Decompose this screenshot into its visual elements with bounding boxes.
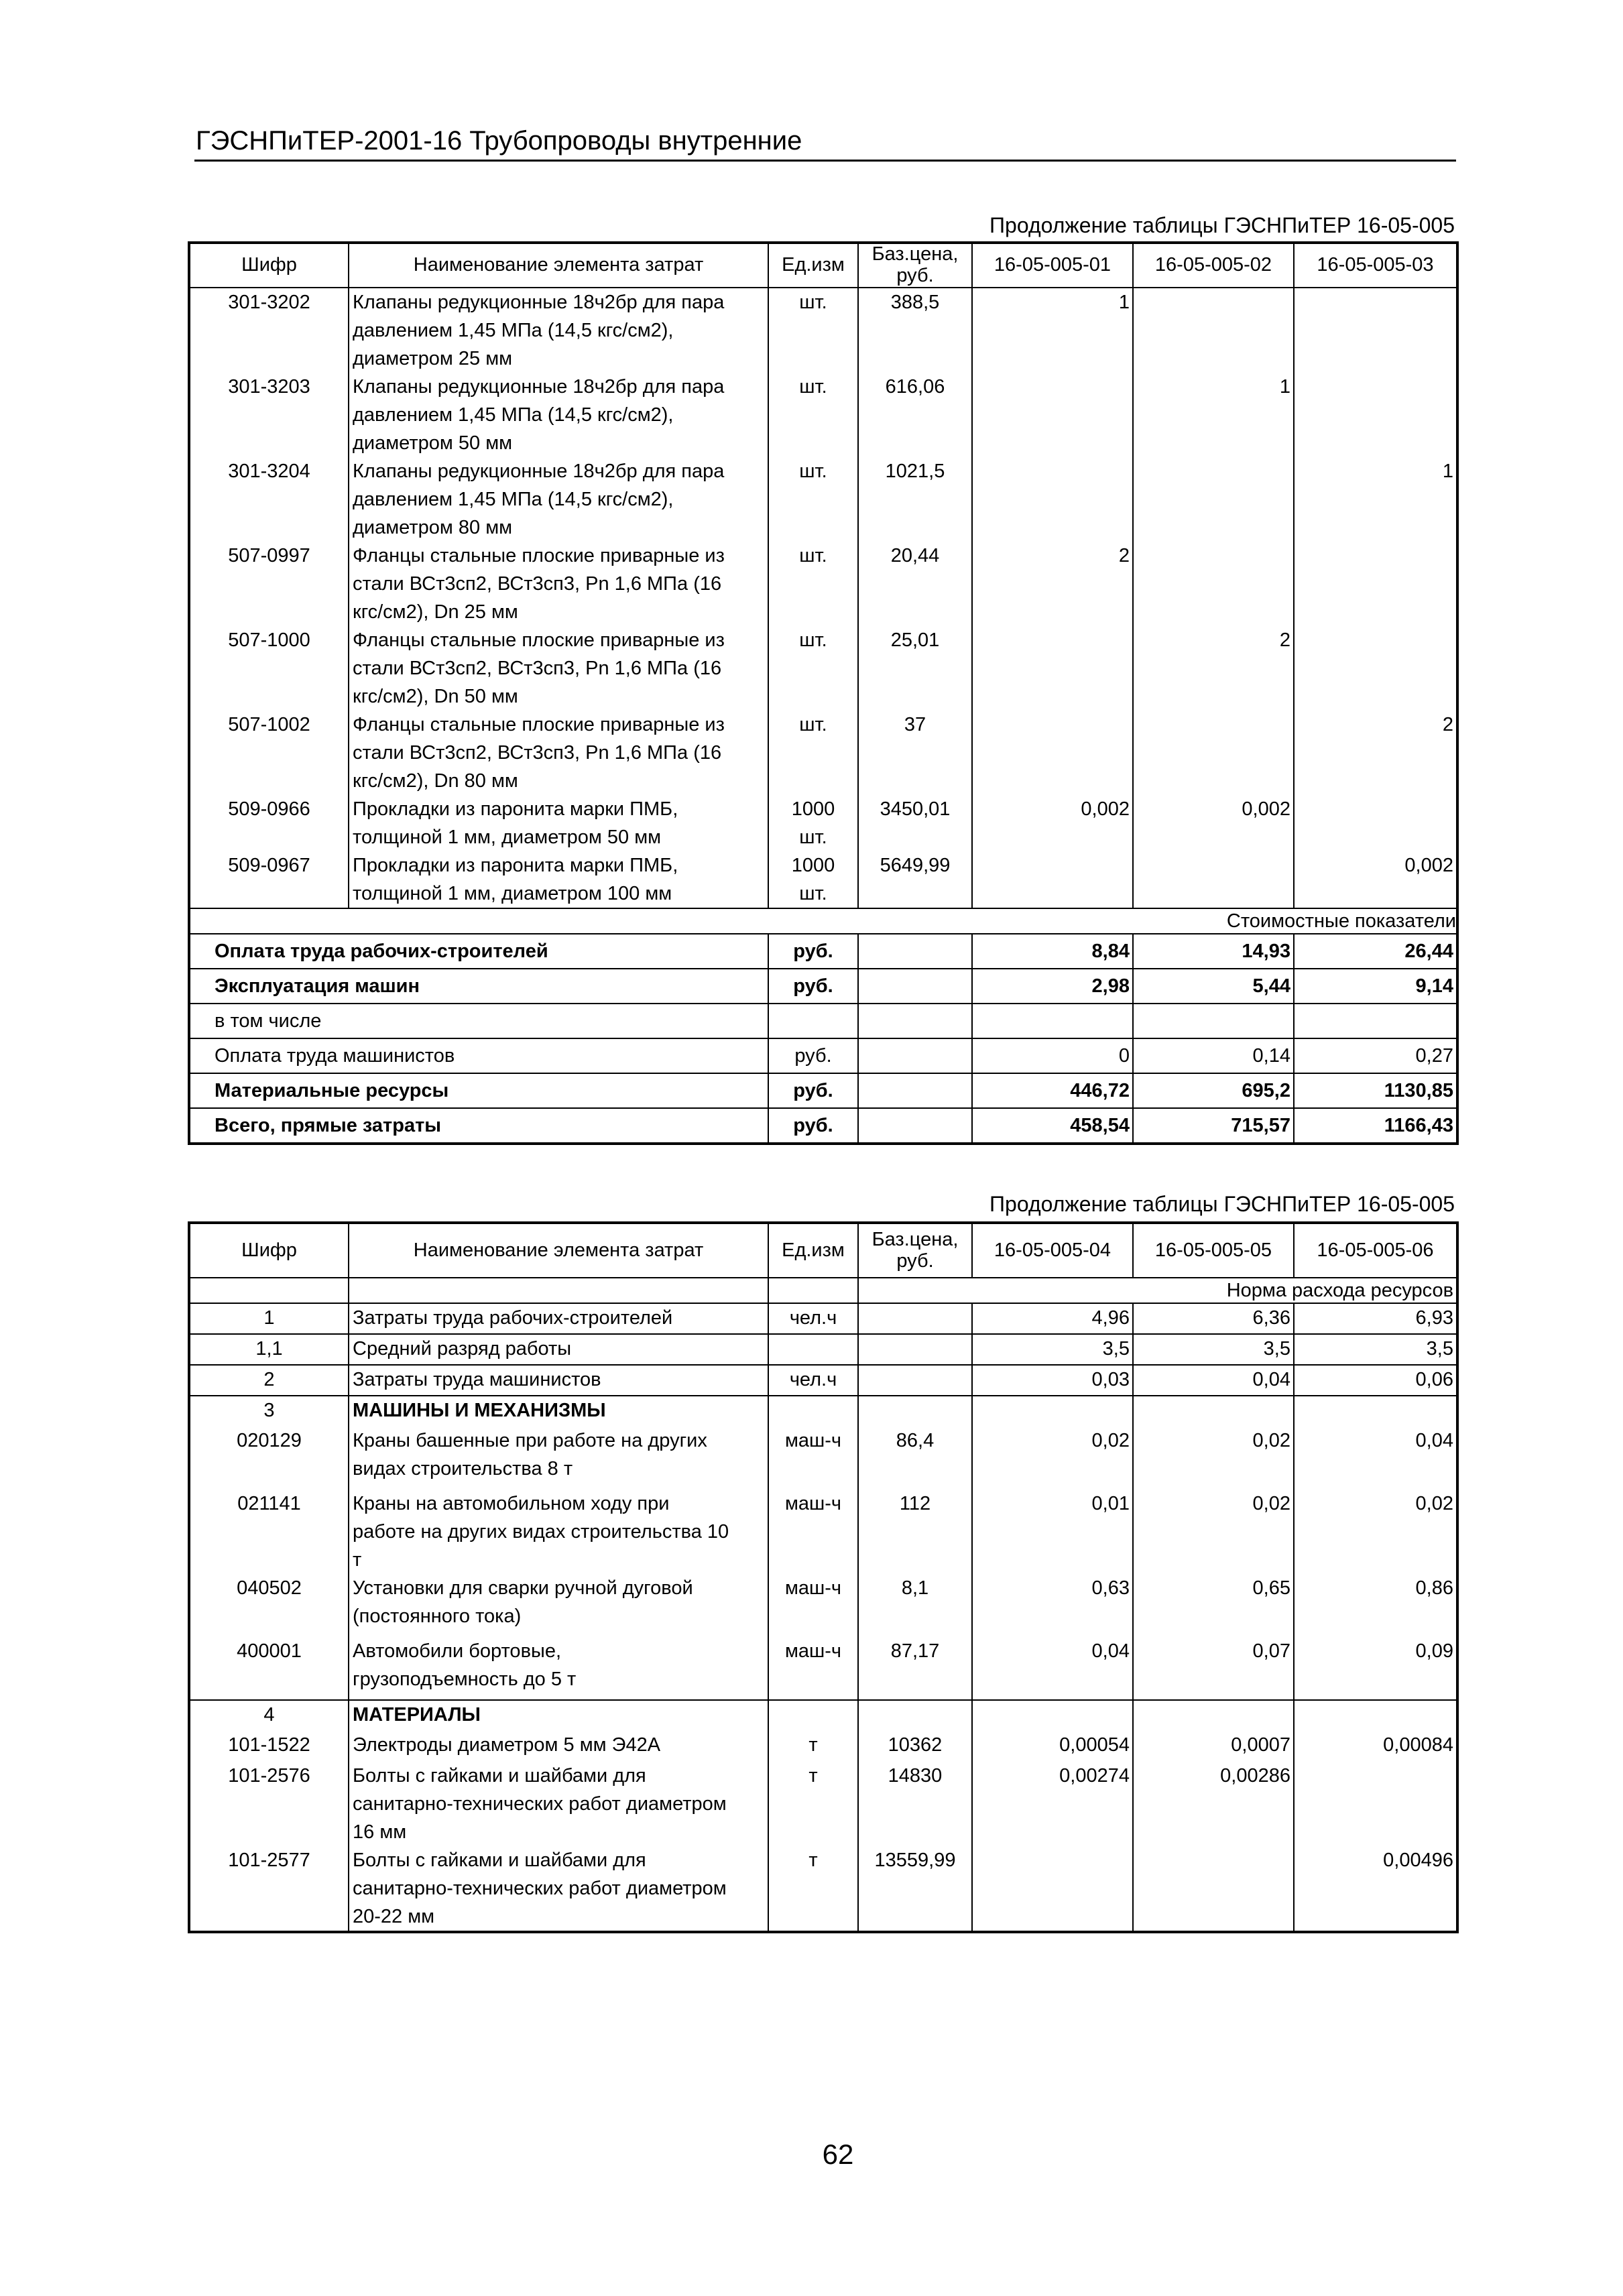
row-price: 5649,99 (858, 851, 972, 908)
row-code: 400001 (189, 1637, 349, 1700)
row-code: 507-0997 (189, 542, 349, 626)
cost-price (858, 969, 972, 1004)
row-value-4: 0,00274 (972, 1762, 1133, 1846)
table-row (189, 542, 1457, 626)
column-header-norm-05: 16-05-005-05 (1133, 1223, 1294, 1278)
text-line: кгс/см2), Dn 25 мм (353, 601, 518, 623)
row-value-5 (1133, 1700, 1294, 1731)
row-price: 13559,99 (858, 1846, 972, 1932)
column-header-unit: Ед.изм (768, 243, 858, 288)
cost-value-2 (1133, 1004, 1294, 1038)
row-value-5: 0,00286 (1133, 1762, 1294, 1846)
column-header-norm-04: 16-05-005-04 (972, 1223, 1133, 1278)
text-line: шт. (799, 713, 827, 735)
text-line: кгс/см2), Dn 80 мм (353, 770, 518, 792)
row-name (349, 1762, 768, 1846)
row-value-5: 0,07 (1133, 1637, 1294, 1700)
cost-price (858, 1073, 972, 1108)
row-value-5: 0,04 (1133, 1365, 1294, 1396)
text-line: Автомобили бортовые, (353, 1640, 561, 1662)
column-header-norm-01: 16-05-005-01 (972, 243, 1133, 288)
row-unit: маш-ч (768, 1427, 858, 1490)
row-price (858, 1303, 972, 1334)
column-header-code: Шифр (189, 1223, 349, 1278)
text-line: Установки для сварки ручной дуговой (353, 1577, 693, 1599)
row-value-5: 3,5 (1133, 1334, 1294, 1365)
row-value-2 (1133, 711, 1294, 795)
row-price: 1021,5 (858, 457, 972, 542)
row-value-1 (972, 626, 1133, 711)
row-code: 040502 (189, 1574, 349, 1637)
row-code: 301-3203 (189, 373, 349, 457)
table-row (189, 1365, 1457, 1396)
row-value-5: 0,0007 (1133, 1731, 1294, 1762)
text-line: давлением 1,45 МПа (14,5 кгс/см2), (353, 319, 674, 341)
row-unit: маш-ч (768, 1574, 858, 1637)
norm-header-spacer (768, 1278, 858, 1303)
resource-table-1 (188, 241, 1459, 1145)
row-unit (768, 1700, 858, 1731)
text-line: Болты с гайками и шайбами для (353, 1850, 646, 1871)
cost-value-3 (1294, 1004, 1457, 1038)
text-line: санитарно-технических работ диаметром (353, 1878, 727, 1899)
table-row (189, 1303, 1457, 1334)
row-value-1 (972, 457, 1133, 542)
cost-value-1: 8,84 (972, 934, 1133, 969)
row-value-2: 2 (1133, 626, 1294, 711)
table-row (189, 373, 1457, 457)
text-line: шт. (799, 826, 827, 848)
row-name (349, 373, 768, 457)
table1-continuation-label: Продолжение таблицы ГЭСНПиТЕР 16-05-005 (989, 213, 1455, 237)
text-line: Затраты труда рабочих-строителей (353, 1307, 673, 1329)
row-value-3 (1294, 626, 1457, 711)
text-line: кгс/см2), Dn 50 мм (353, 685, 518, 707)
row-price: 25,01 (858, 626, 972, 711)
cost-unit: руб. (768, 969, 858, 1004)
text-line: давлением 1,45 МПа (14,5 кгс/см2), (353, 404, 674, 426)
cost-price (858, 1038, 972, 1073)
text-line: т (353, 1549, 362, 1571)
text-line: Прокладки из паронита марки ПМБ, (353, 798, 678, 820)
table-row (189, 851, 1457, 908)
row-value-1: 1 (972, 288, 1133, 373)
column-header-price: Баз.цена, руб. (858, 243, 972, 288)
row-value-6 (1294, 1396, 1457, 1427)
text-line: 16 мм (353, 1821, 407, 1843)
cost-unit: руб. (768, 934, 858, 969)
row-value-4: 0,04 (972, 1637, 1133, 1700)
text-line: видах строительства 8 т (353, 1458, 573, 1479)
cost-label: Всего, прямые затраты (189, 1108, 768, 1144)
running-header: ГЭСНПиТЕР-2001-16 Трубопроводы внутренние (196, 126, 802, 156)
row-code: 020129 (189, 1427, 349, 1490)
header-rule (194, 160, 1456, 162)
row-price: 112 (858, 1490, 972, 1574)
row-value-4: 0,03 (972, 1365, 1133, 1396)
row-code: 101-2577 (189, 1846, 349, 1932)
row-name (349, 851, 768, 908)
row-code: 3 (189, 1396, 349, 1427)
row-unit (768, 373, 858, 457)
row-value-3 (1294, 288, 1457, 373)
row-name (349, 626, 768, 711)
resource-table-2 (188, 1221, 1459, 1933)
text-line: грузоподъемность до 5 т (353, 1669, 577, 1690)
row-value-6: 0,86 (1415, 1577, 1453, 1599)
cost-label: в том числе (189, 1004, 768, 1038)
column-header-unit: Ед.изм (768, 1223, 858, 1278)
text-line: Клапаны редукционные 18ч2бр для пара (353, 291, 725, 313)
cost-price (858, 1108, 972, 1144)
cost-indicators-header: Стоимостные показатели (189, 908, 1457, 934)
cost-unit: руб. (768, 1108, 858, 1144)
table-row (189, 626, 1457, 711)
norm-header-spacer (189, 1278, 349, 1303)
row-value-6: 0,00084 (1383, 1734, 1453, 1756)
text-line: шт. (799, 629, 827, 651)
row-price: 20,44 (858, 542, 972, 626)
text-line: диаметром 80 мм (353, 516, 513, 538)
row-value-5: 0,02 (1133, 1490, 1294, 1574)
row-name (349, 1396, 768, 1427)
row-unit: маш-ч (768, 1490, 858, 1574)
cost-value-1: 446,72 (972, 1073, 1133, 1108)
row-value-2: 0,002 (1133, 795, 1294, 851)
text-line: Фланцы стальные плоские приварные из (353, 629, 725, 651)
norm-header-spacer (349, 1278, 768, 1303)
text-line: Клапаны редукционные 18ч2бр для пара (353, 460, 725, 482)
cost-value-3: 1166,43 (1294, 1108, 1457, 1144)
norm-header: Норма расхода ресурсов (972, 1278, 1457, 1303)
text-line: МАШИНЫ И МЕХАНИЗМЫ (353, 1400, 606, 1421)
row-code: 509-0966 (189, 795, 349, 851)
text-line: диаметром 50 мм (353, 432, 513, 454)
row-name (349, 711, 768, 795)
text-line: толщиной 1 мм, диаметром 100 мм (353, 882, 672, 904)
cost-value-1: 458,54 (972, 1108, 1133, 1144)
table-row (189, 457, 1457, 542)
row-name (349, 1574, 768, 1637)
row-value-1: 0,002 (972, 795, 1133, 851)
cost-unit (768, 1004, 858, 1038)
table-row (189, 1846, 1457, 1932)
row-value-2 (1133, 542, 1294, 626)
text-line: Затраты труда машинистов (353, 1369, 601, 1390)
row-price: 8,1 (858, 1574, 972, 1637)
row-name (349, 1303, 768, 1334)
column-header-norm-02: 16-05-005-02 (1133, 243, 1294, 288)
row-code: 507-1002 (189, 711, 349, 795)
text-line: Клапаны редукционные 18ч2бр для пара (353, 375, 725, 398)
table-row (189, 1574, 1457, 1637)
cost-value-1: 0 (972, 1038, 1133, 1073)
row-name (349, 1365, 768, 1396)
text-line: Краны на автомобильном ходу при (353, 1493, 670, 1514)
text-line: (постоянного тока) (353, 1606, 522, 1627)
row-price: 616,06 (858, 373, 972, 457)
text-line: Болты с гайками и шайбами для (353, 1765, 646, 1787)
cost-value-3: 9,14 (1294, 969, 1457, 1004)
cost-row (189, 969, 1457, 1004)
cost-value-2: 14,93 (1133, 934, 1294, 969)
cost-row (189, 934, 1457, 969)
text-line: 20-22 мм (353, 1906, 435, 1927)
row-code: 4 (189, 1700, 349, 1731)
text-line: санитарно-технических работ диаметром (353, 1793, 727, 1815)
table1-header-row (189, 243, 1457, 288)
row-value-6: 3,5 (1294, 1334, 1457, 1365)
text-line: Краны башенные при работе на других (353, 1430, 707, 1451)
text-line: шт. (799, 460, 827, 482)
text-line: Электроды диаметром 5 мм Э42А (353, 1734, 661, 1756)
row-unit (768, 711, 858, 795)
row-price: 14830 (858, 1762, 972, 1846)
row-value-5 (1133, 1396, 1294, 1427)
row-value-3: 1 (1442, 460, 1453, 482)
text-line: диаметром 25 мм (353, 347, 513, 369)
row-unit (768, 1396, 858, 1427)
cost-value-2: 5,44 (1133, 969, 1294, 1004)
row-unit: чел.ч (768, 1303, 858, 1334)
row-value-6: 0,02 (1415, 1493, 1453, 1514)
row-value-1 (972, 851, 1133, 908)
row-code: 507-1000 (189, 626, 349, 711)
row-name (349, 457, 768, 542)
cost-value-1 (972, 1004, 1133, 1038)
row-unit (768, 288, 858, 373)
table-row (189, 1490, 1457, 1574)
row-price: 10362 (858, 1731, 972, 1762)
row-value-2 (1133, 288, 1294, 373)
row-price (858, 1334, 972, 1365)
text-line: толщиной 1 мм, диаметром 50 мм (353, 826, 662, 848)
row-price: 37 (858, 711, 972, 795)
row-value-3 (1294, 795, 1457, 851)
row-value-3 (1294, 373, 1457, 457)
row-value-6: 0,06 (1294, 1365, 1457, 1396)
text-line: стали ВСт3сп2, ВСт3сп3, Pn 1,6 МПа (16 (353, 657, 722, 679)
table-row (189, 1700, 1457, 1731)
text-line: шт. (799, 291, 827, 313)
row-value-4 (972, 1846, 1133, 1932)
cost-row (189, 1038, 1457, 1073)
row-value-6 (1294, 1762, 1457, 1846)
row-value-4: 4,96 (972, 1303, 1133, 1334)
row-price: 3450,01 (858, 795, 972, 851)
row-price (858, 1365, 972, 1396)
row-value-6: 6,93 (1294, 1303, 1457, 1334)
cost-value-3: 1130,85 (1294, 1073, 1457, 1108)
cost-price (858, 934, 972, 969)
row-value-5: 6,36 (1133, 1303, 1294, 1334)
table-row (189, 1427, 1457, 1490)
cost-value-3: 0,27 (1294, 1038, 1457, 1073)
row-name (349, 1637, 768, 1700)
row-unit: т (768, 1762, 858, 1846)
row-unit (768, 1334, 858, 1365)
row-name (349, 1700, 768, 1731)
row-unit: т (768, 1731, 858, 1762)
row-value-3: 2 (1442, 713, 1453, 735)
row-name (349, 288, 768, 373)
column-header-norm-06: 16-05-005-06 (1294, 1223, 1457, 1278)
table-row (189, 288, 1457, 373)
row-name (349, 1334, 768, 1365)
row-value-5: 0,65 (1133, 1574, 1294, 1637)
row-price: 86,4 (858, 1427, 972, 1490)
row-code: 509-0967 (189, 851, 349, 908)
table-row (189, 1762, 1457, 1846)
row-value-3: 0,002 (1404, 854, 1453, 876)
column-header-name: Наименование элемента затрат (349, 1223, 768, 1278)
text-line: 1000 (791, 798, 835, 820)
row-value-4: 0,63 (972, 1574, 1133, 1637)
row-value-1: 2 (972, 542, 1133, 626)
page-number: 62 (822, 2138, 854, 2170)
cost-value-3: 26,44 (1294, 934, 1457, 969)
row-value-4: 3,5 (972, 1334, 1133, 1365)
row-value-4 (972, 1396, 1133, 1427)
row-unit (768, 795, 858, 851)
column-header-name: Наименование элемента затрат (349, 243, 768, 288)
column-header-price: Баз.цена, руб. (858, 1223, 972, 1278)
norm-header-row (189, 1278, 1457, 1303)
cost-value-2: 715,57 (1133, 1108, 1294, 1144)
row-unit: маш-ч (768, 1637, 858, 1700)
table2-header-row (189, 1223, 1457, 1278)
column-header-code: Шифр (189, 243, 349, 288)
row-unit (768, 542, 858, 626)
row-value-1 (972, 373, 1133, 457)
cost-label: Оплата труда машинистов (189, 1038, 768, 1073)
row-unit (768, 626, 858, 711)
table-row (189, 1334, 1457, 1365)
table-row (189, 1396, 1457, 1427)
text-line: шт. (799, 375, 827, 398)
row-value-2: 1 (1133, 373, 1294, 457)
row-value-6: 0,09 (1415, 1640, 1453, 1662)
row-value-4 (972, 1700, 1133, 1731)
cost-label: Материальные ресурсы (189, 1073, 768, 1108)
text-line: работе на других видах строительства 10 (353, 1521, 729, 1543)
row-price: 87,17 (858, 1637, 972, 1700)
cost-price (858, 1004, 972, 1038)
text-line: Средний разряд работы (353, 1338, 572, 1360)
cost-value-1: 2,98 (972, 969, 1133, 1004)
row-unit: чел.ч (768, 1365, 858, 1396)
row-value-4: 0,02 (972, 1427, 1133, 1490)
row-name (349, 1731, 768, 1762)
row-code: 1,1 (189, 1334, 349, 1365)
text-line: МАТЕРИАЛЫ (353, 1704, 481, 1726)
cost-row (189, 1108, 1457, 1144)
cost-row (189, 1004, 1457, 1038)
cost-value-2: 0,14 (1133, 1038, 1294, 1073)
row-price: 388,5 (858, 288, 972, 373)
row-name (349, 1846, 768, 1932)
row-code: 101-2576 (189, 1762, 349, 1846)
table-row (189, 711, 1457, 795)
row-unit: т (768, 1846, 858, 1932)
cost-row (189, 1073, 1457, 1108)
row-name (349, 1427, 768, 1490)
cost-unit: руб. (768, 1038, 858, 1073)
row-value-5: 0,02 (1133, 1427, 1294, 1490)
table-row (189, 1731, 1457, 1762)
text-line: стали ВСт3сп2, ВСт3сп3, Pn 1,6 МПа (16 (353, 572, 722, 595)
column-header-norm-03: 16-05-005-03 (1294, 243, 1457, 288)
row-code: 301-3204 (189, 457, 349, 542)
cost-value-2: 695,2 (1133, 1073, 1294, 1108)
row-value-6: 0,00496 (1383, 1850, 1453, 1871)
text-line: шт. (799, 544, 827, 566)
table-row (189, 795, 1457, 851)
row-code: 101-1522 (189, 1731, 349, 1762)
text-line: Фланцы стальные плоские приварные из (353, 544, 725, 566)
row-code: 301-3202 (189, 288, 349, 373)
row-name (349, 795, 768, 851)
row-code: 2 (189, 1365, 349, 1396)
row-code: 1 (189, 1303, 349, 1334)
row-price (858, 1396, 972, 1427)
table2-continuation-label: Продолжение таблицы ГЭСНПиТЕР 16-05-005 (989, 1192, 1455, 1216)
row-value-2 (1133, 457, 1294, 542)
row-code: 021141 (189, 1490, 349, 1574)
text-line: Фланцы стальные плоские приварные из (353, 713, 725, 735)
table-row (189, 1637, 1457, 1700)
row-price (858, 1700, 972, 1731)
row-value-2 (1133, 851, 1294, 908)
row-value-4: 0,01 (972, 1490, 1133, 1574)
row-name (349, 1490, 768, 1574)
text-line: давлением 1,45 МПа (14,5 кгс/см2), (353, 488, 674, 510)
row-value-5 (1133, 1846, 1294, 1932)
cost-indicators-header-row (189, 908, 1457, 934)
text-line: шт. (799, 882, 827, 904)
row-value-6: 0,04 (1415, 1430, 1453, 1451)
text-line: стали ВСт3сп2, ВСт3сп3, Pn 1,6 МПа (16 (353, 741, 722, 764)
row-value-4: 0,00054 (972, 1731, 1133, 1762)
row-value-1 (972, 711, 1133, 795)
norm-header-spacer (858, 1278, 972, 1303)
row-name (349, 542, 768, 626)
text-line: Прокладки из паронита марки ПМБ, (353, 854, 678, 876)
cost-label: Оплата труда рабочих-строителей (189, 934, 768, 969)
cost-label: Эксплуатация машин (189, 969, 768, 1004)
row-value-6 (1294, 1700, 1457, 1731)
row-value-3 (1294, 542, 1457, 626)
row-unit (768, 457, 858, 542)
cost-unit: руб. (768, 1073, 858, 1108)
row-unit (768, 851, 858, 908)
text-line: 1000 (791, 854, 835, 876)
